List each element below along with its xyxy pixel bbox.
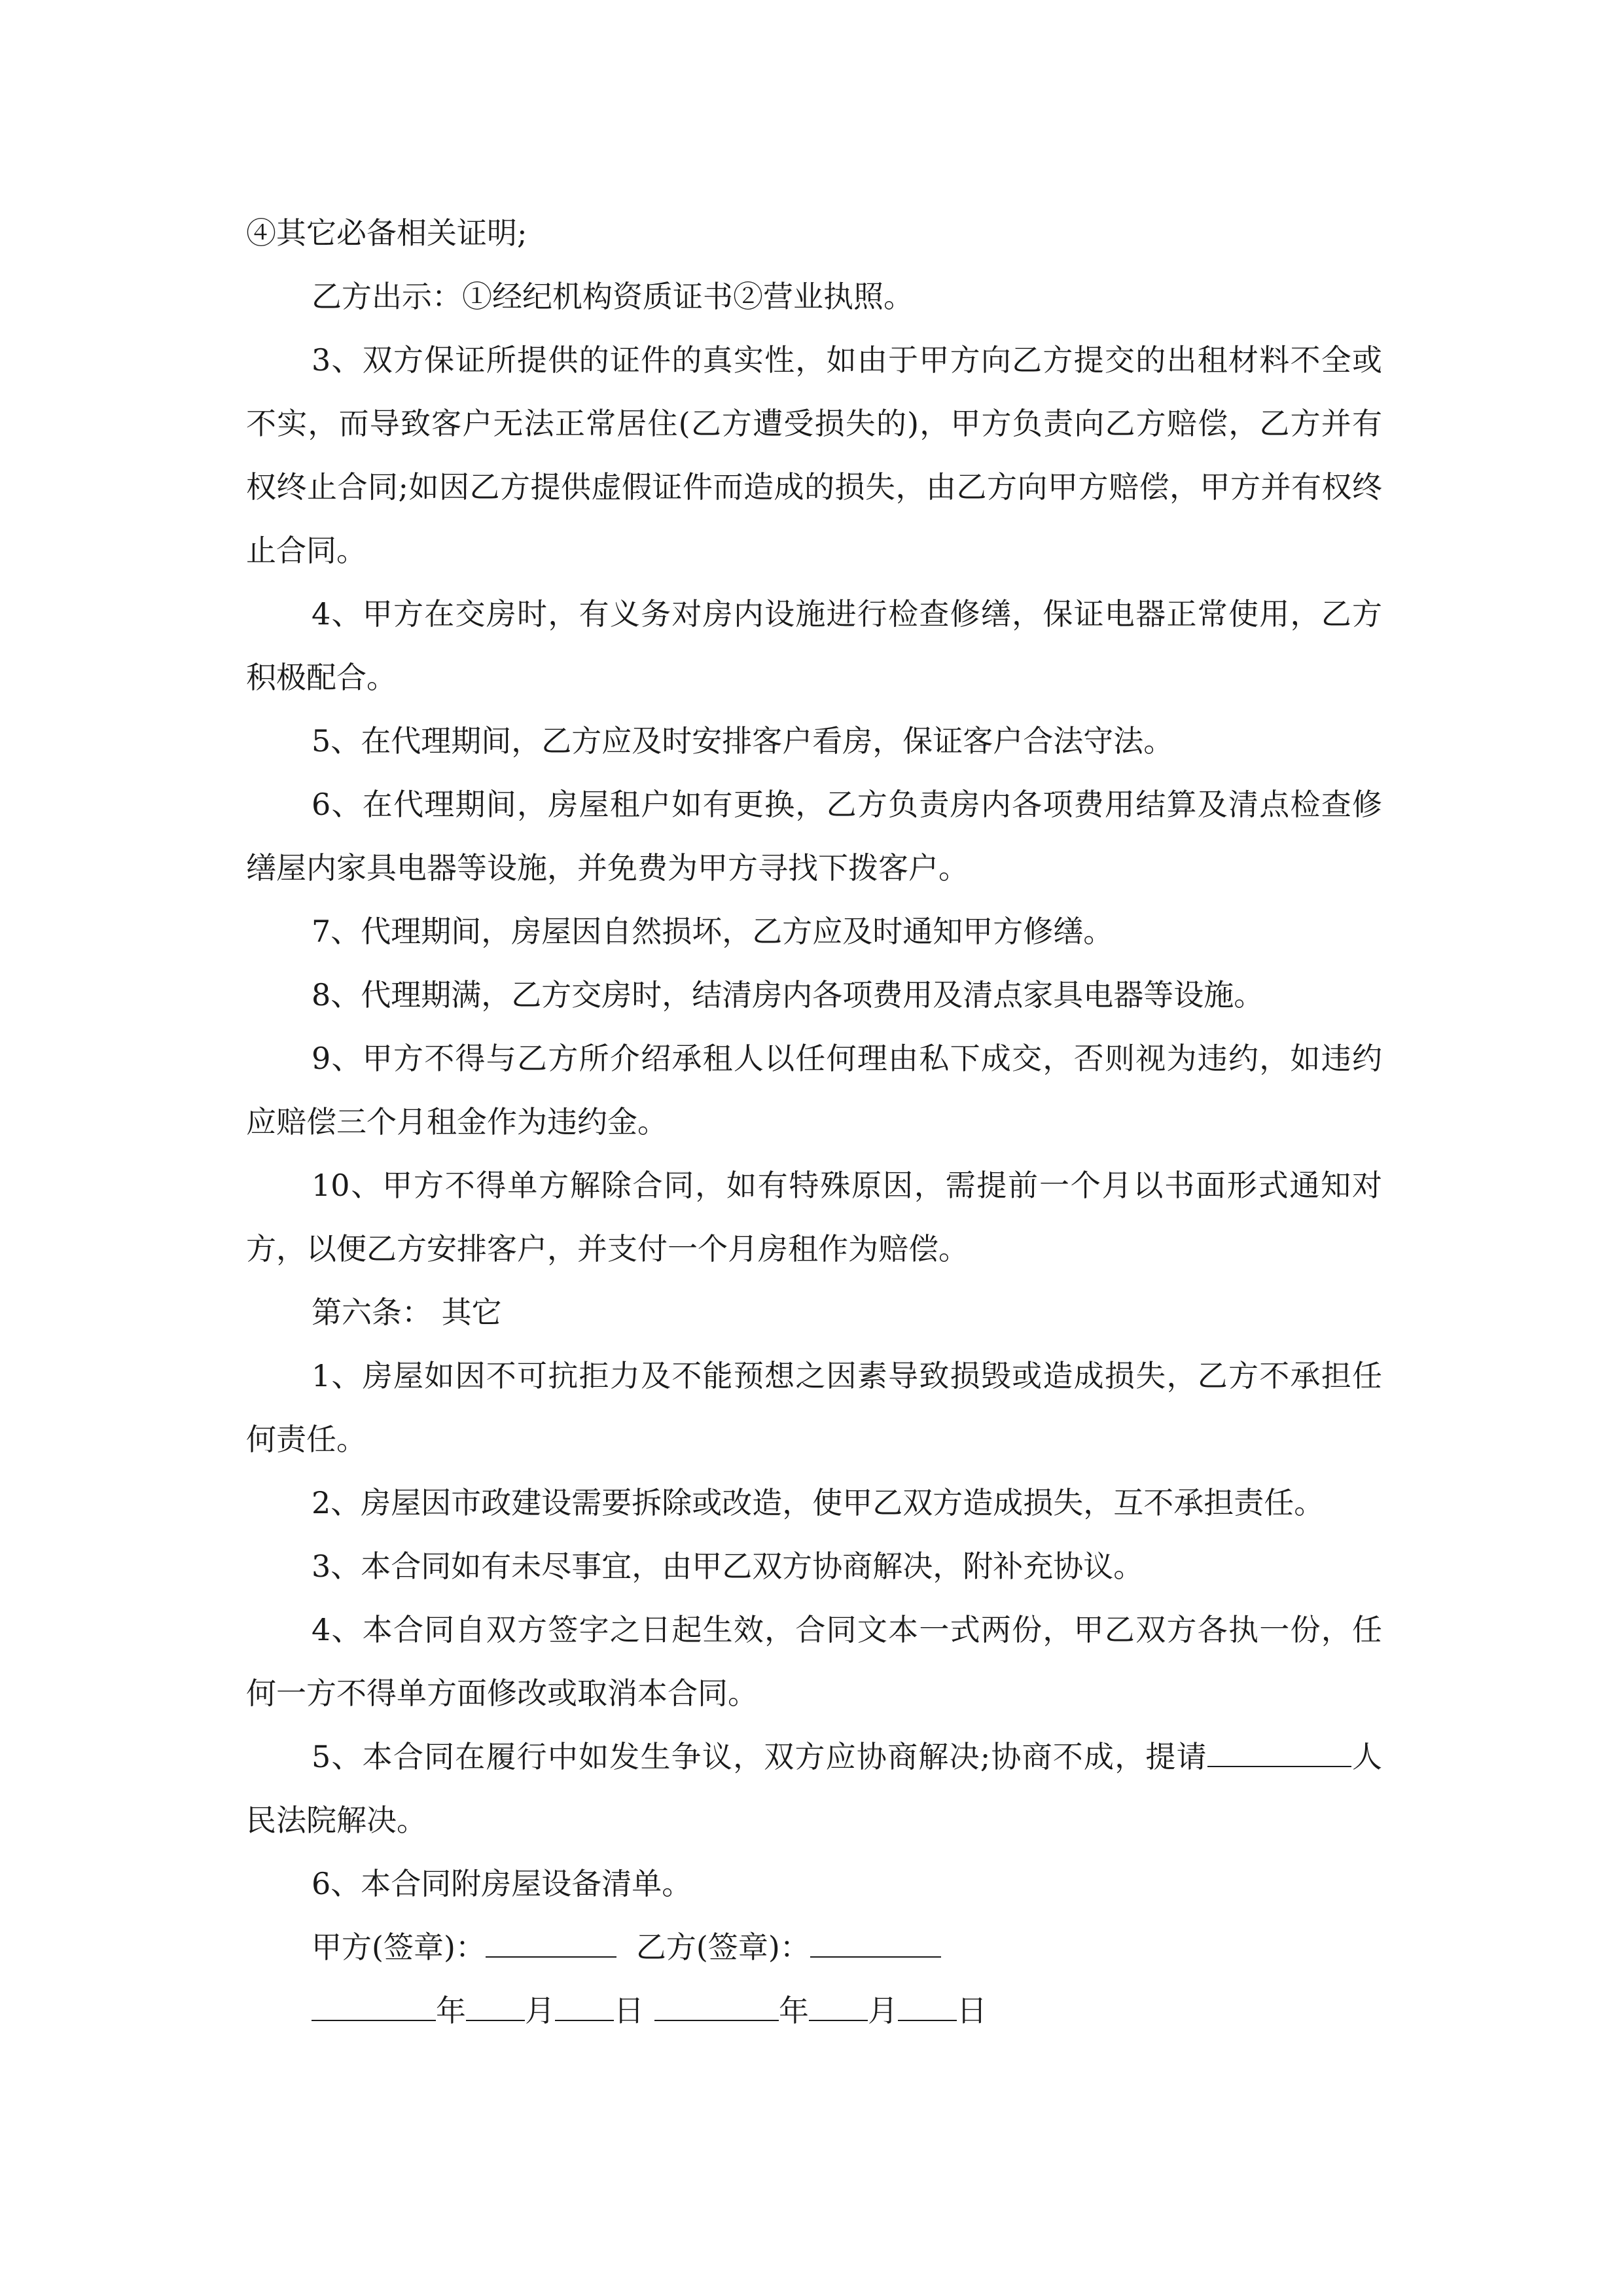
paragraph-clause-10: 10、甲方不得单方解除合同，如有特殊原因，需提前一个月以书面形式通知对方，以便乙方安排客户，并支付一个月房租作为赔偿。	[246, 1168, 1382, 1266]
year-label-b: 年	[779, 1993, 809, 2028]
clause-5-text-end: 人民法院解决。	[246, 1739, 1383, 1838]
paragraph-article-6-clause-6: 6、本合同附房屋设备清单。	[312, 1866, 692, 1901]
party-b-signature-label: 乙方(签章)：	[635, 1929, 810, 1965]
month-label-b: 月	[868, 1993, 898, 2028]
year-label: 年	[436, 1993, 466, 2028]
court-name-blank[interactable]	[1207, 1736, 1351, 1767]
paragraph-clause-7: 7、代理期间，房屋因自然损坏，乙方应及时通知甲方修缮。	[312, 914, 1114, 949]
day-label-b: 日	[957, 1993, 987, 2028]
clause-5-text: 5、本合同在履行中如发生争议，双方应协商解决;协商不成，提请	[312, 1739, 1207, 1774]
paragraph-party-b-shows: 乙方出示：①经纪机构资质证书②营业执照。	[312, 279, 914, 314]
party-b-month-blank[interactable]	[809, 1990, 868, 2021]
party-a-year-blank[interactable]	[312, 1990, 436, 2021]
paragraph-article-6-clause-1: 1、房屋如因不可抗拒力及不能预想之因素导致损毁或造成损失，乙方不承担任何责任。	[246, 1358, 1382, 1457]
party-b-day-blank[interactable]	[898, 1990, 957, 2021]
paragraph-article-6-clause-4: 4、本合同自双方签字之日起生效，合同文本一式两份，甲乙双方各执一份，任何一方不得单方面修改或取消本合同。	[246, 1612, 1382, 1711]
signature-line	[246, 1916, 1382, 1979]
paragraph-clause-8: 8、代理期满，乙方交房时，结清房内各项费用及清点家具电器等设施。	[312, 977, 1264, 1013]
paragraph-article-6-clause-2: 2、房屋因市政建设需要拆除或改造，使甲乙双方造成损失，互不承担责任。	[312, 1485, 1325, 1520]
paragraph-clause-6: 6、在代理期间，房屋租户如有更换，乙方负责房内各项费用结算及清点检查修缮屋内家具电器等设施，并免费为甲方寻找下拨客户。	[246, 787, 1382, 886]
party-b-signature-blank[interactable]	[810, 1926, 941, 1958]
month-label: 月	[525, 1993, 555, 2028]
party-a-signature-blank[interactable]	[486, 1926, 616, 1958]
party-a-month-blank[interactable]	[466, 1990, 525, 2021]
paragraph-clause-3: 3、双方保证所提供的证件的真实性，如由于甲方向乙方提交的出租材料不全或不实，而导致客户无法正常居住(乙方遭受损失的)，甲方负责向乙方赔偿，乙方并有权终止合同;如因乙方提供虚假证件而造成的损失，由乙方向甲方赔偿，甲方并有权终止合同。	[246, 342, 1382, 568]
paragraph-article-6-clause-3: 3、本合同如有未尽事宜，由甲乙双方协商解决，附补充协议。	[312, 1549, 1144, 1584]
party-a-signature-label: 甲方(签章)：	[312, 1929, 486, 1965]
paragraph-article-6-clause-5	[246, 1725, 1382, 1852]
paragraph-clause-5: 5、在代理期间，乙方应及时安排客户看房，保证客户合法守法。	[312, 723, 1174, 759]
paragraph-other-certificates: ④其它必备相关证明;	[246, 215, 527, 251]
party-b-year-blank[interactable]	[654, 1990, 779, 2021]
date-line	[246, 1979, 1382, 2043]
document-body	[246, 202, 1382, 2043]
party-a-day-blank[interactable]	[555, 1990, 614, 2021]
section-heading-article-6: 第六条： 其它	[312, 1295, 502, 1330]
day-label: 日	[614, 1993, 644, 2028]
paragraph-clause-4: 4、甲方在交房时，有义务对房内设施进行检查修缮，保证电器正常使用，乙方积极配合。	[246, 596, 1382, 695]
paragraph-clause-9: 9、甲方不得与乙方所介绍承租人以任何理由私下成交，否则视为违约，如违约应赔偿三个月租金作为违约金。	[246, 1041, 1382, 1139]
